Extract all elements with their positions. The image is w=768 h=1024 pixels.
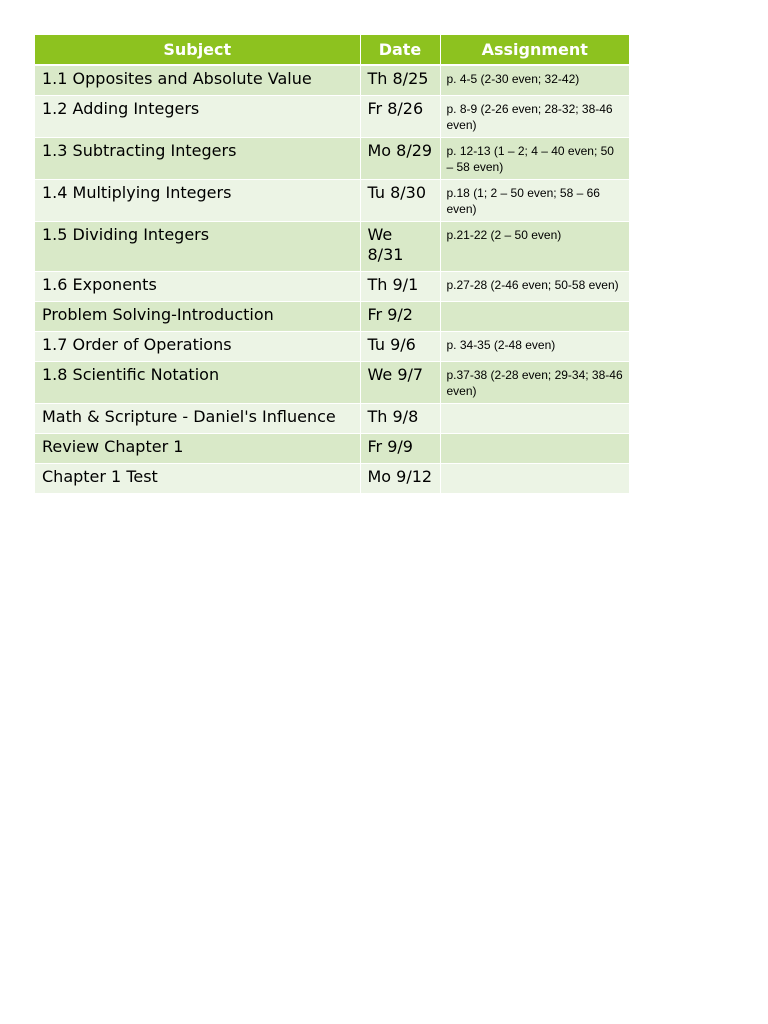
table-header-row: [35, 35, 629, 65]
cell-assignment: p.18 (1; 2 – 50 even; 58 – 66 even): [440, 180, 629, 222]
cell-subject: Chapter 1 Test: [35, 464, 360, 494]
table-row: [35, 138, 629, 180]
assignment-schedule-table: [35, 35, 629, 494]
cell-subject: Problem Solving-Introduction: [35, 302, 360, 332]
cell-subject: 1.3 Subtracting Integers: [35, 138, 360, 180]
cell-date: Fr 8/26: [360, 96, 440, 138]
cell-date: Th 8/25: [360, 65, 440, 96]
cell-assignment: [440, 302, 629, 332]
header-assignment: Assignment: [440, 35, 629, 65]
cell-assignment: p.21-22 (2 – 50 even): [440, 222, 629, 272]
header-date: Date: [360, 35, 440, 65]
table-row: [35, 434, 629, 464]
cell-assignment: p. 8-9 (2-26 even; 28-32; 38-46 even): [440, 96, 629, 138]
cell-subject: 1.1 Opposites and Absolute Value: [35, 65, 360, 96]
cell-date: Th 9/1: [360, 272, 440, 302]
cell-date: We 8/31: [360, 222, 440, 272]
header-subject: Subject: [35, 35, 360, 65]
table-row: [35, 272, 629, 302]
table-row: [35, 404, 629, 434]
cell-assignment: p. 4-5 (2-30 even; 32-42): [440, 65, 629, 96]
cell-subject: 1.4 Multiplying Integers: [35, 180, 360, 222]
cell-date: Fr 9/9: [360, 434, 440, 464]
cell-assignment: [440, 464, 629, 494]
table-row: [35, 464, 629, 494]
cell-date: Tu 9/6: [360, 332, 440, 362]
cell-date: Fr 9/2: [360, 302, 440, 332]
cell-date: Tu 8/30: [360, 180, 440, 222]
cell-subject: Math & Scripture - Daniel's Influence: [35, 404, 360, 434]
cell-date: Mo 9/12: [360, 464, 440, 494]
table-row: [35, 332, 629, 362]
cell-date: We 9/7: [360, 362, 440, 404]
cell-assignment: [440, 434, 629, 464]
cell-date: Mo 8/29: [360, 138, 440, 180]
table-row: [35, 302, 629, 332]
table-row: [35, 362, 629, 404]
table-row: [35, 222, 629, 272]
cell-subject: 1.7 Order of Operations: [35, 332, 360, 362]
table-row: [35, 65, 629, 96]
cell-subject: 1.2 Adding Integers: [35, 96, 360, 138]
cell-date: Th 9/8: [360, 404, 440, 434]
cell-assignment: p. 34-35 (2-48 even): [440, 332, 629, 362]
cell-assignment: p.27-28 (2-46 even; 50-58 even): [440, 272, 629, 302]
cell-assignment: p.37-38 (2-28 even; 29-34; 38-46 even): [440, 362, 629, 404]
table-row: [35, 180, 629, 222]
cell-subject: Review Chapter 1: [35, 434, 360, 464]
cell-subject: 1.6 Exponents: [35, 272, 360, 302]
cell-subject: 1.5 Dividing Integers: [35, 222, 360, 272]
cell-assignment: p. 12-13 (1 – 2; 4 – 40 even; 50 – 58 even): [440, 138, 629, 180]
cell-assignment: [440, 404, 629, 434]
cell-subject: 1.8 Scientific Notation: [35, 362, 360, 404]
table-row: [35, 96, 629, 138]
